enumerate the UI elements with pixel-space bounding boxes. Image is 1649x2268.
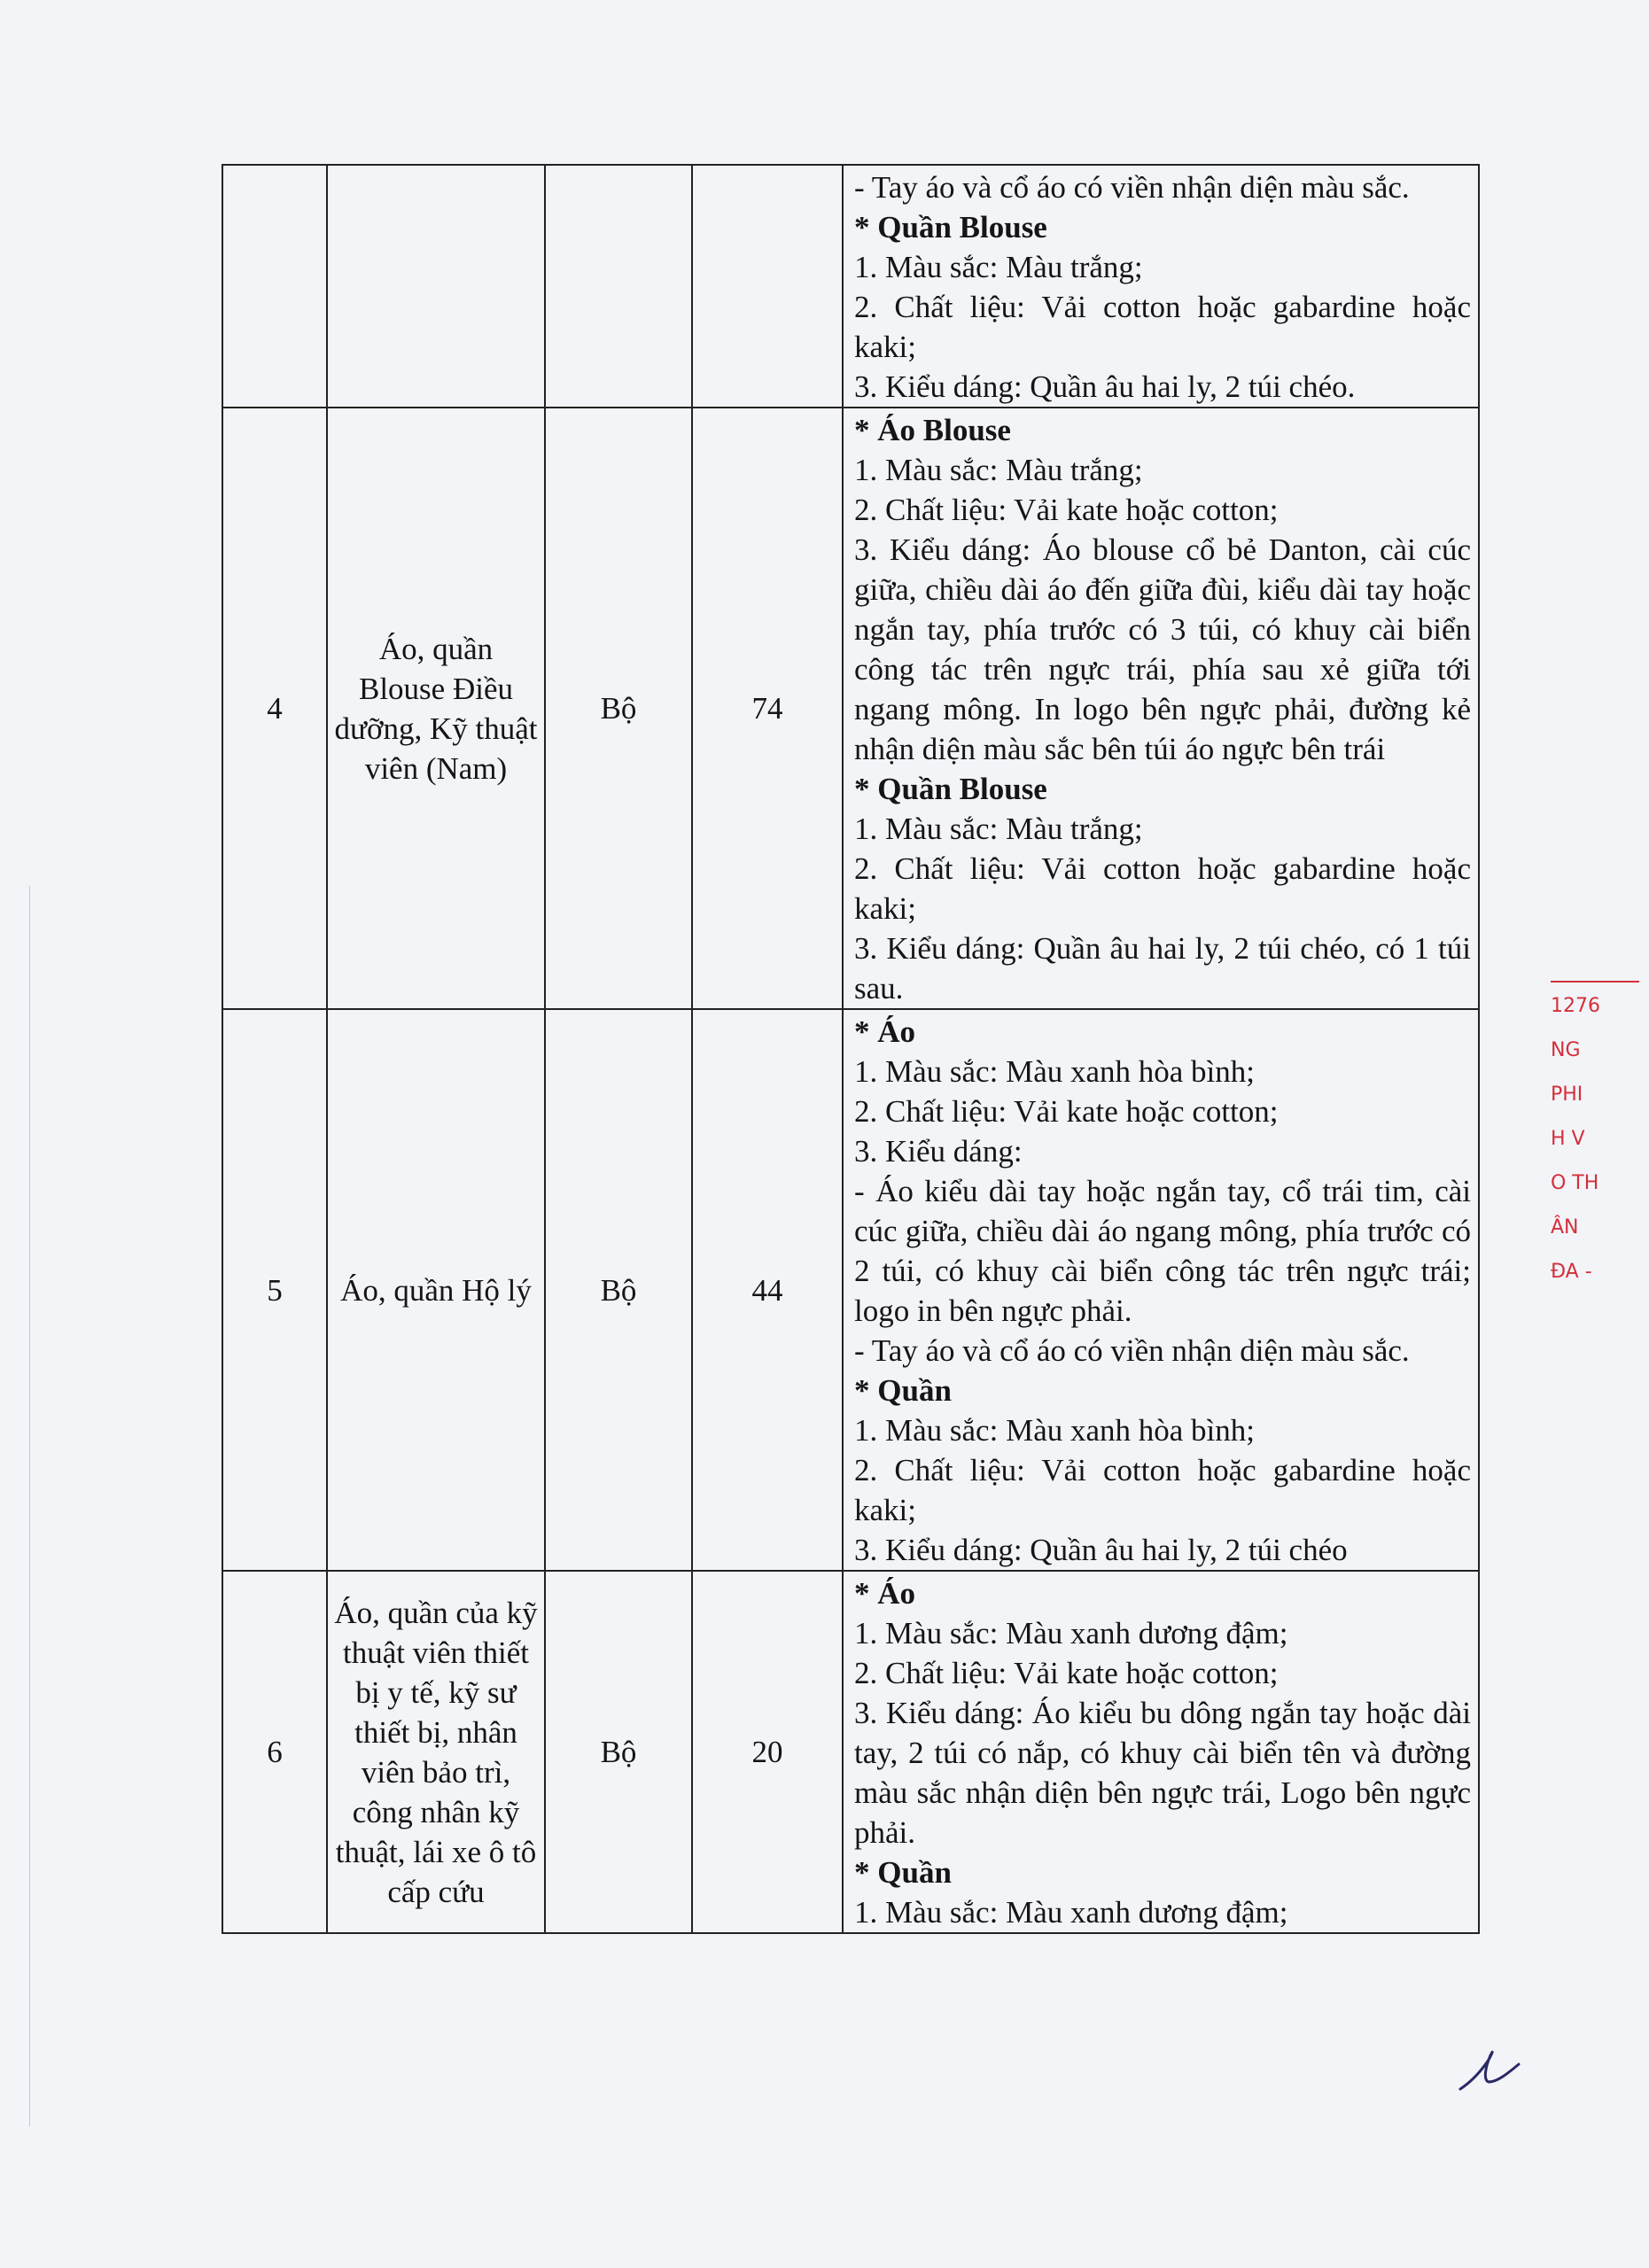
spec-line: 1. Màu sắc: Màu trắng; (854, 812, 1143, 846)
spec-heading: * Áo (854, 1014, 916, 1049)
stamp-text: NG (1551, 1039, 1581, 1061)
red-stamp-fragment (1551, 979, 1649, 1280)
spec-line: 1. Màu sắc: Màu xanh hòa bình; (854, 1054, 1255, 1089)
spec-line: - Áo kiểu dài tay hoặc ngắn tay, cổ trái tim, cài cúc giữa, chiều dài áo ngang mông, phía trước có 2 túi, có khuy cài biển công tác trên ngực trái; logo in bên ngực phải. (854, 1174, 1471, 1328)
spec-line: - Tay áo và cổ áo có viền nhận diện màu sắc. (854, 170, 1410, 205)
specification-cell (843, 408, 1479, 1009)
spec-line: 3. Kiểu dáng: Quần âu hai ly, 2 túi chéo (854, 1533, 1348, 1567)
spec-line: 2. Chất liệu: Vải kate hoặc cotton; (854, 493, 1279, 527)
spec-heading: * Quần Blouse (854, 210, 1047, 245)
spec-line: 3. Kiểu dáng: Quần âu hai ly, 2 túi chéo, có 1 túi sau. (854, 931, 1471, 1006)
stamp-text: ÂN (1551, 1216, 1579, 1239)
table-body (222, 165, 1479, 1933)
stamp-rule (1551, 981, 1639, 983)
spec-line: 2. Chất liệu: Vải kate hoặc cotton; (854, 1094, 1279, 1129)
quantity-cell: 20 (692, 1571, 843, 1933)
spec-line: 3. Kiểu dáng: Áo kiểu bu dông ngắn tay hoặc dài tay, 2 túi có nắp, có khuy cài biển tên và đường màu sắc nhận diện bên ngực trái, Logo bên ngực phải. (854, 1696, 1471, 1850)
stamp-text: 1276 (1551, 995, 1600, 1017)
spec-line: 3. Kiểu dáng: Quần âu hai ly, 2 túi chéo. (854, 369, 1356, 404)
spec-line: 2. Chất liệu: Vải cotton hoặc gabardine hoặc kaki; (854, 1453, 1471, 1527)
spec-heading: * Quần (854, 1373, 952, 1408)
stamp-text: PHI (1551, 1084, 1583, 1106)
uniform-spec-table (222, 164, 1480, 1934)
spec-line: 1. Màu sắc: Màu xanh dương đậm; (854, 1616, 1288, 1651)
item-name-cell: Áo, quần của kỹ thuật viên thiết bị y tế, kỹ sư thiết bị, nhân viên bảo trì, công nhân kỹ thuật, lái xe ô tô cấp cứu (327, 1571, 545, 1933)
spec-line: 2. Chất liệu: Vải cotton hoặc gabardine hoặc kaki; (854, 290, 1471, 364)
specification-cell (843, 165, 1479, 408)
row-number-cell: 5 (222, 1009, 327, 1571)
spec-line: - Tay áo và cổ áo có viền nhận diện màu sắc. (854, 1333, 1410, 1368)
spec-line: 3. Kiểu dáng: Áo blouse cổ bẻ Danton, cài cúc giữa, chiều dài áo đến giữa đùi, kiểu dài tay hoặc ngắn tay, phía trước có 3 túi, có khuy cài biển công tác trên ngực trái, phía sau xẻ giữa tới ngang mông. In logo bên ngực phải, đường kẻ nhận diện màu sắc bên túi áo ngực bên trái (854, 532, 1471, 766)
spec-heading: * Quần (854, 1855, 952, 1890)
spec-heading: * Áo Blouse (854, 413, 1011, 447)
item-name-cell: Áo, quần Blouse Điều dưỡng, Kỹ thuật viên (Nam) (327, 408, 545, 1009)
item-name-cell (327, 165, 545, 408)
spec-line: 2. Chất liệu: Vải cotton hoặc gabardine hoặc kaki; (854, 851, 1471, 926)
spec-line: 1. Màu sắc: Màu trắng; (854, 453, 1143, 487)
spec-line: 1. Màu sắc: Màu xanh dương đậm; (854, 1895, 1288, 1930)
signature-mark-icon (1453, 2038, 1524, 2100)
unit-cell: Bộ (545, 1571, 692, 1933)
spec-heading: * Quần Blouse (854, 772, 1047, 806)
row-number-cell: 6 (222, 1571, 327, 1933)
table-row (222, 1009, 1479, 1571)
spec-heading: * Áo (854, 1576, 916, 1611)
table-row (222, 1571, 1479, 1933)
spec-line: 1. Màu sắc: Màu xanh hòa bình; (854, 1413, 1255, 1448)
unit-cell: Bộ (545, 408, 692, 1009)
stamp-text: ĐA - (1551, 1261, 1592, 1280)
spec-line: 3. Kiểu dáng: (854, 1134, 1023, 1169)
unit-cell: Bộ (545, 1009, 692, 1571)
scan-margin-line (29, 886, 30, 2126)
table-row (222, 408, 1479, 1009)
unit-cell (545, 165, 692, 408)
specification-cell (843, 1009, 1479, 1571)
table-row (222, 165, 1479, 408)
quantity-cell (692, 165, 843, 408)
stamp-text: O TH (1551, 1172, 1599, 1194)
quantity-cell: 44 (692, 1009, 843, 1571)
row-number-cell (222, 165, 327, 408)
quantity-cell: 74 (692, 408, 843, 1009)
spec-line: 2. Chất liệu: Vải kate hoặc cotton; (854, 1656, 1279, 1690)
stamp-text: H V (1551, 1128, 1585, 1150)
row-number-cell: 4 (222, 408, 327, 1009)
spec-line: 1. Màu sắc: Màu trắng; (854, 250, 1143, 284)
item-name-cell: Áo, quần Hộ lý (327, 1009, 545, 1571)
specification-cell (843, 1571, 1479, 1933)
